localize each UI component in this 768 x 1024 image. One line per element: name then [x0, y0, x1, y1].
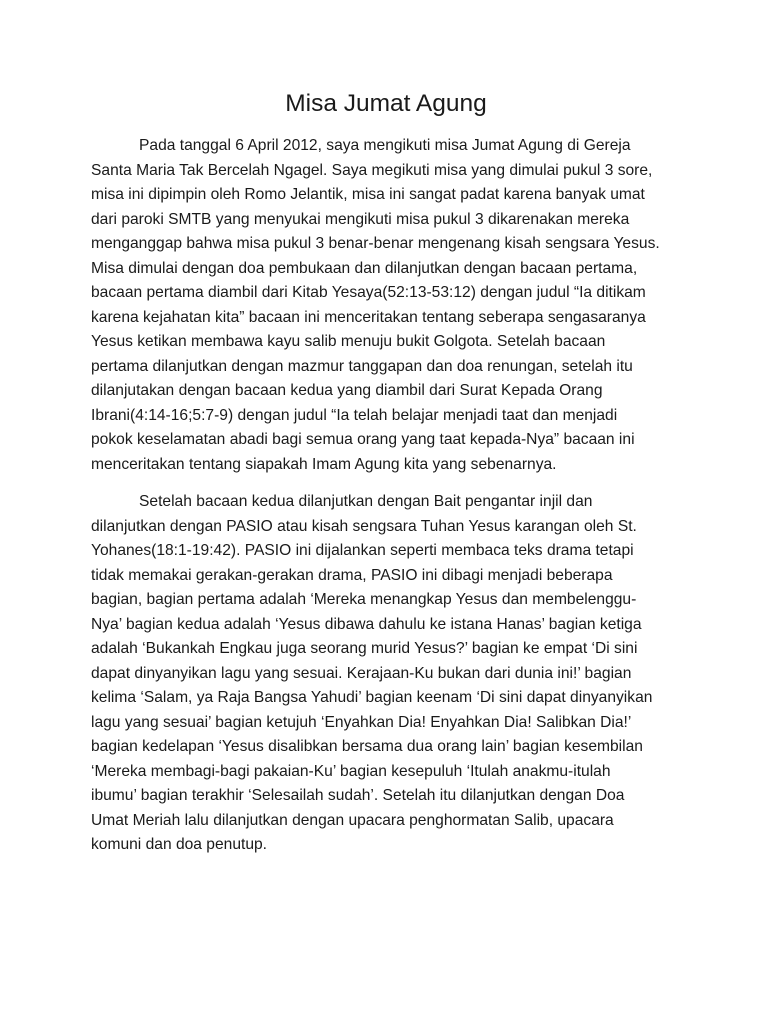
text-line: Pada tanggal 6 April 2012, saya mengikuti misa Jumat Agung di Gereja: [139, 137, 631, 154]
text-line: pertama dilanjutkan dengan mazmur tanggapan dan doa renungan, setelah itu: [91, 357, 633, 375]
paragraph: [91, 134, 681, 477]
text-line: Ibrani(4:14-16;5:7-9) dengan judul “Ia telah belajar menjadi taat dan menjadi: [91, 406, 618, 424]
text-line: menganggap bahwa misa pukul 3 benar-benar mengenang kisah sengsara Yesus.: [91, 235, 660, 252]
text-line: Umat Meriah lalu dilanjutkan dengan upacara penghormatan Salib, upacara: [91, 811, 614, 829]
text-line: karena kejahatan kita” bacaan ini menceritakan tentang seberapa sengasaranya: [91, 308, 646, 326]
document-page: [91, 88, 681, 871]
text-line: bagian, bagian pertama adalah ‘Mereka menangkap Yesus dan membelenggu-: [91, 591, 637, 608]
text-line: komuni dan doa penutup.: [91, 836, 268, 853]
text-line: dari paroki SMTB yang menyukai mengikuti misa pukul 3 dikarenakan mereka: [91, 210, 630, 228]
page-title: Misa Jumat Agung: [285, 90, 487, 117]
paragraph: [91, 490, 681, 858]
text-line: Misa dimulai dengan doa pembukaan dan dilanjutkan dengan bacaan pertama,: [91, 259, 638, 277]
text-line: dilanjutakan dengan bacaan kedua yang diambil dari Surat Kepada Orang: [91, 382, 603, 399]
text-line: dilanjutkan dengan PASIO atau kisah sengsara Tuhan Yesus karangan oleh St.: [91, 517, 637, 535]
text-line: ‘Mereka membagi-bagi pakaian-Ku’ bagian kesepuluh ‘Itulah anakmu-itulah: [91, 762, 611, 780]
text-line: misa ini dipimpin oleh Romo Jelantik, misa ini sangat padat karena banyak umat: [91, 186, 645, 203]
text-line: lagu yang sesuai’ bagian ketujuh ‘Enyahkan Dia! Enyahkan Dia! Salibkan Dia!’: [91, 713, 632, 731]
text-line: adalah ‘Bukankah Engkau juga seorang murid Yesus?’ bagian ke empat ‘Di sini: [91, 640, 638, 657]
text-line: menceritakan tentang siapakah Imam Agung kita yang sebenarnya.: [91, 455, 557, 473]
text-line: Setelah bacaan kedua dilanjutkan dengan Bait pengantar injil dan: [139, 493, 593, 510]
text-line: kelima ‘Salam, ya Raja Bangsa Yahudi’ bagian keenam ‘Di sini dapat dinyanyikan: [91, 689, 653, 706]
text-line: dapat dinyanyikan lagu yang sesuai. Kerajaan-Ku bukan dari dunia ini!’ bagian: [91, 664, 632, 682]
text-line: tidak memakai gerakan-gerakan drama, PASIO ini dibagi menjadi beberapa: [91, 566, 613, 584]
document-body: [91, 134, 681, 858]
text-line: pokok keselamatan abadi bagi semua orang yang taat kepada-Nya” bacaan ini: [91, 431, 635, 448]
text-line: Nya’ bagian kedua adalah ‘Yesus dibawa dahulu ke istana Hanas’ bagian ketiga: [91, 615, 642, 633]
text-line: bagian kedelapan ‘Yesus disalibkan bersama dua orang lain’ bagian kesembilan: [91, 738, 643, 755]
text-line: Yohanes(18:1-19:42). PASIO ini dijalankan seperti membaca teks drama tetapi: [91, 542, 634, 559]
text-line: bacaan pertama diambil dari Kitab Yesaya(52:13-53:12) dengan judul “Ia ditikam: [91, 284, 646, 301]
text-line: Yesus ketikan membawa kayu salib menuju bukit Golgota. Setelah bacaan: [91, 333, 606, 350]
text-line: ibumu’ bagian terakhir ‘Selesailah sudah’. Setelah itu dilanjutkan dengan Doa: [91, 787, 625, 804]
text-line: Santa Maria Tak Bercelah Ngagel. Saya megikuti misa yang dimulai pukul 3 sore,: [91, 161, 653, 179]
